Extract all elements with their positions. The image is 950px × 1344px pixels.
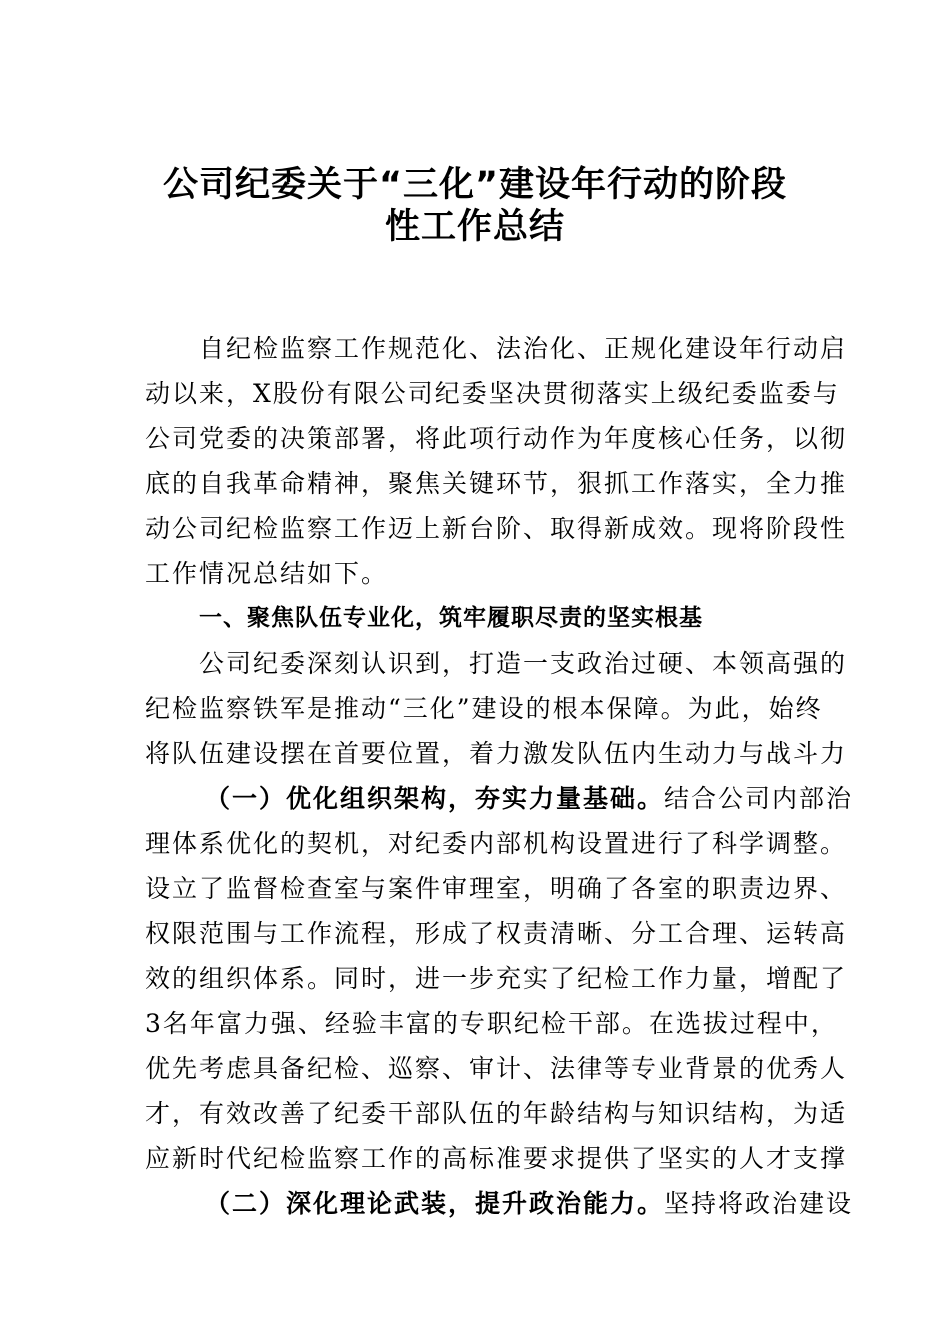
intro-line: 动公司纪检监察工作迈上新台阶、取得新成效。现将阶段性 <box>145 514 848 543</box>
item-1-line: 3名年富力强、经验丰富的专职纪检干部。在选拔过程中， <box>145 1009 838 1038</box>
item-1-line: 效的组织体系。同时，进一步充实了纪检工作力量，增配了 <box>145 964 848 993</box>
item-1-line: 优先考虑具备纪检、巡察、审计、法律等专业背景的优秀人 <box>145 1054 848 1083</box>
document-body <box>145 326 854 1226</box>
item-1-first-line <box>145 776 854 821</box>
intro-line: 工作情况总结如下。 <box>145 559 389 588</box>
item-2-first-line <box>145 1181 854 1226</box>
item-2-heading: （二）深化理论武装，提升政治能力。 <box>205 1189 665 1218</box>
item-1-line: 权限范围与工作流程，形成了权责清晰、分工合理、运转高 <box>145 919 848 948</box>
intro-line: 自纪检监察工作规范化、法治化、正规化建设年行动启 <box>199 334 848 363</box>
intro-line: 动以来，X股份有限公司纪委坚决贯彻落实上级纪委监委与 <box>145 379 840 408</box>
item-1-line: 理体系优化的契机，对纪委内部机构设置进行了科学调整。 <box>145 829 848 858</box>
section-1-paragraph-line: 将队伍建设摆在首要位置，着力激发队伍内生动力与战斗力 <box>145 739 848 768</box>
item-1-first-text: 结合公司内部治 <box>664 784 854 813</box>
item-1-line: 应新时代纪检监察工作的高标准要求提供了坚实的人才支撑 <box>145 1144 848 1173</box>
section-1-paragraph-line: 公司纪委深刻认识到，打造一支政治过硬、本领高强的 <box>199 649 848 678</box>
document-title-line-1: 公司纪委关于“三化”建设年行动的阶段 <box>162 165 787 205</box>
item-1-line: 设立了监督检查室与案件审理室，明确了各室的职责边界、 <box>145 874 848 903</box>
document-title-line-2: 性工作总结 <box>384 207 565 247</box>
intro-line: 公司党委的决策部署，将此项行动作为年度核心任务，以彻 <box>145 424 848 453</box>
item-2-first-text: 坚持将政治建设 <box>664 1189 854 1218</box>
item-1-line: 才，有效改善了纪委干部队伍的年龄结构与知识结构，为适 <box>145 1099 848 1128</box>
intro-line: 底的自我革命精神，聚焦关键环节，狠抓工作落实，全力推 <box>145 469 848 498</box>
section-1-paragraph-line: 纪检监察铁军是推动“三化”建设的根本保障。为此，始终 <box>145 694 823 723</box>
section-1-heading: 一、聚焦队伍专业化，筑牢履职尽责的坚实根基 <box>199 605 703 631</box>
item-1-heading: （一）优化组织架构，夯实力量基础。 <box>205 784 665 813</box>
